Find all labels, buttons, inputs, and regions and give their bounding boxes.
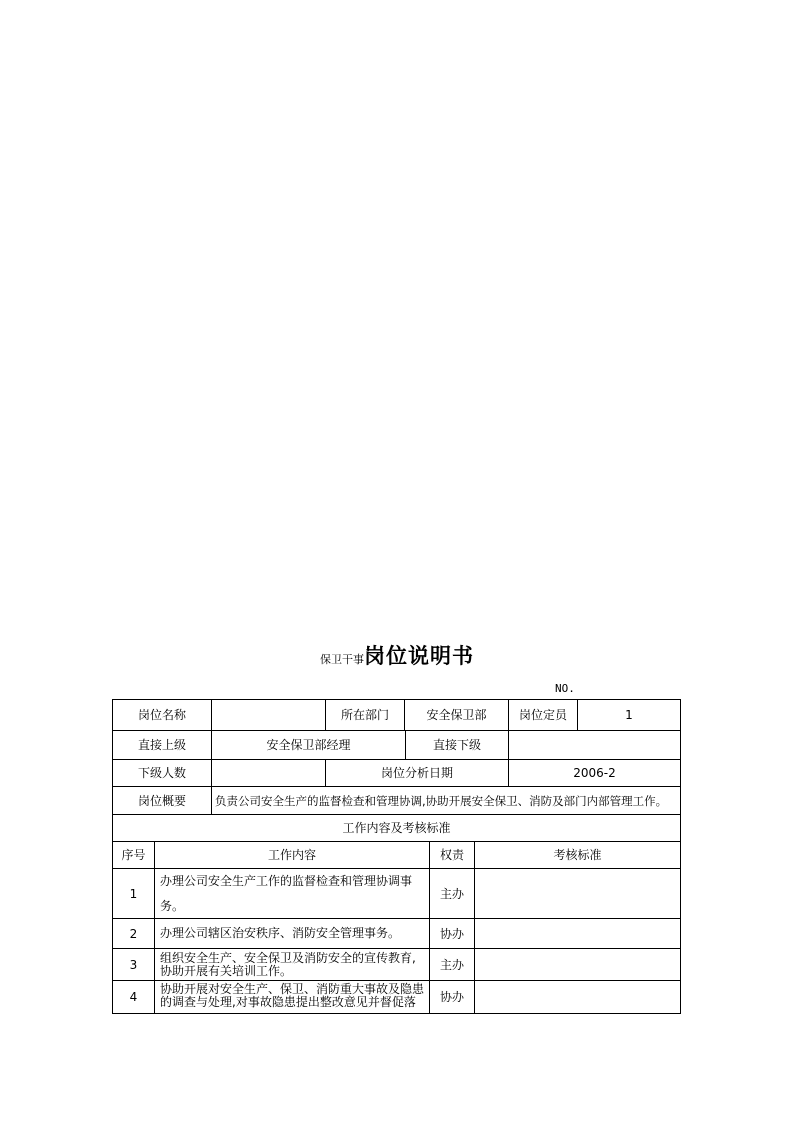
summary-value: 负责公司安全生产的监督检查和管理协调,协助开展安全保卫、消防及部门内部管理工作。 bbox=[211, 786, 681, 815]
department-label: 所在部门 bbox=[325, 699, 405, 731]
table-row-content: 办理公司安全生产工作的监督检查和管理协调事务。 bbox=[154, 868, 430, 919]
title-prefix: 保卫干事 bbox=[320, 653, 364, 666]
table-row-authority: 主办 bbox=[429, 948, 475, 981]
table-row-content: 办理公司辖区治安秩序、消防安全管理事务。 bbox=[154, 918, 430, 949]
sub-count-label: 下级人数 bbox=[112, 759, 212, 787]
analysis-date-label: 岗位分析日期 bbox=[325, 759, 509, 787]
superior-label: 直接上级 bbox=[112, 730, 212, 760]
title-main: 岗位说明书 bbox=[364, 644, 474, 668]
column-header-authority: 权责 bbox=[429, 841, 475, 869]
table-row-criteria bbox=[474, 918, 681, 949]
table-row-authority: 协办 bbox=[429, 918, 475, 949]
table-row-criteria bbox=[474, 948, 681, 981]
superior-value: 安全保卫部经理 bbox=[211, 730, 406, 760]
post-name-label: 岗位名称 bbox=[112, 699, 212, 731]
column-header-index: 序号 bbox=[112, 841, 155, 869]
table-row-content: 协助开展对安全生产、保卫、消防重大事故及隐患的调查与处理,对事故隐患提出整改意见并督促落 bbox=[154, 980, 430, 1014]
headcount-value: 1 bbox=[577, 699, 681, 731]
department-value: 安全保卫部 bbox=[404, 699, 509, 731]
job-description-table bbox=[113, 700, 682, 1015]
table-row-content: 组织安全生产、安全保卫及消防安全的宣传教育,协助开展有关培训工作。 bbox=[154, 948, 430, 981]
headcount-label: 岗位定员 bbox=[508, 699, 578, 731]
table-row-authority: 主办 bbox=[429, 868, 475, 919]
post-name-value bbox=[211, 699, 326, 731]
analysis-date-value: 2006-2 bbox=[508, 759, 681, 787]
table-row-authority: 协办 bbox=[429, 980, 475, 1014]
sub-count-value bbox=[211, 759, 326, 787]
subordinate-label: 直接下级 bbox=[405, 730, 509, 760]
summary-label: 岗位概要 bbox=[112, 786, 212, 815]
document-number-label: NO. bbox=[555, 682, 575, 695]
duties-section-title: 工作内容及考核标准 bbox=[112, 814, 681, 842]
column-header-criteria: 考核标准 bbox=[474, 841, 681, 869]
subordinate-value bbox=[508, 730, 681, 760]
table-row-index: 2 bbox=[112, 918, 155, 949]
table-row-index: 1 bbox=[112, 868, 155, 919]
table-row-index: 3 bbox=[112, 948, 155, 981]
document-title bbox=[0, 640, 794, 670]
column-header-content: 工作内容 bbox=[154, 841, 430, 869]
table-row-criteria bbox=[474, 868, 681, 919]
table-row-criteria bbox=[474, 980, 681, 1014]
table-row-index: 4 bbox=[112, 980, 155, 1014]
